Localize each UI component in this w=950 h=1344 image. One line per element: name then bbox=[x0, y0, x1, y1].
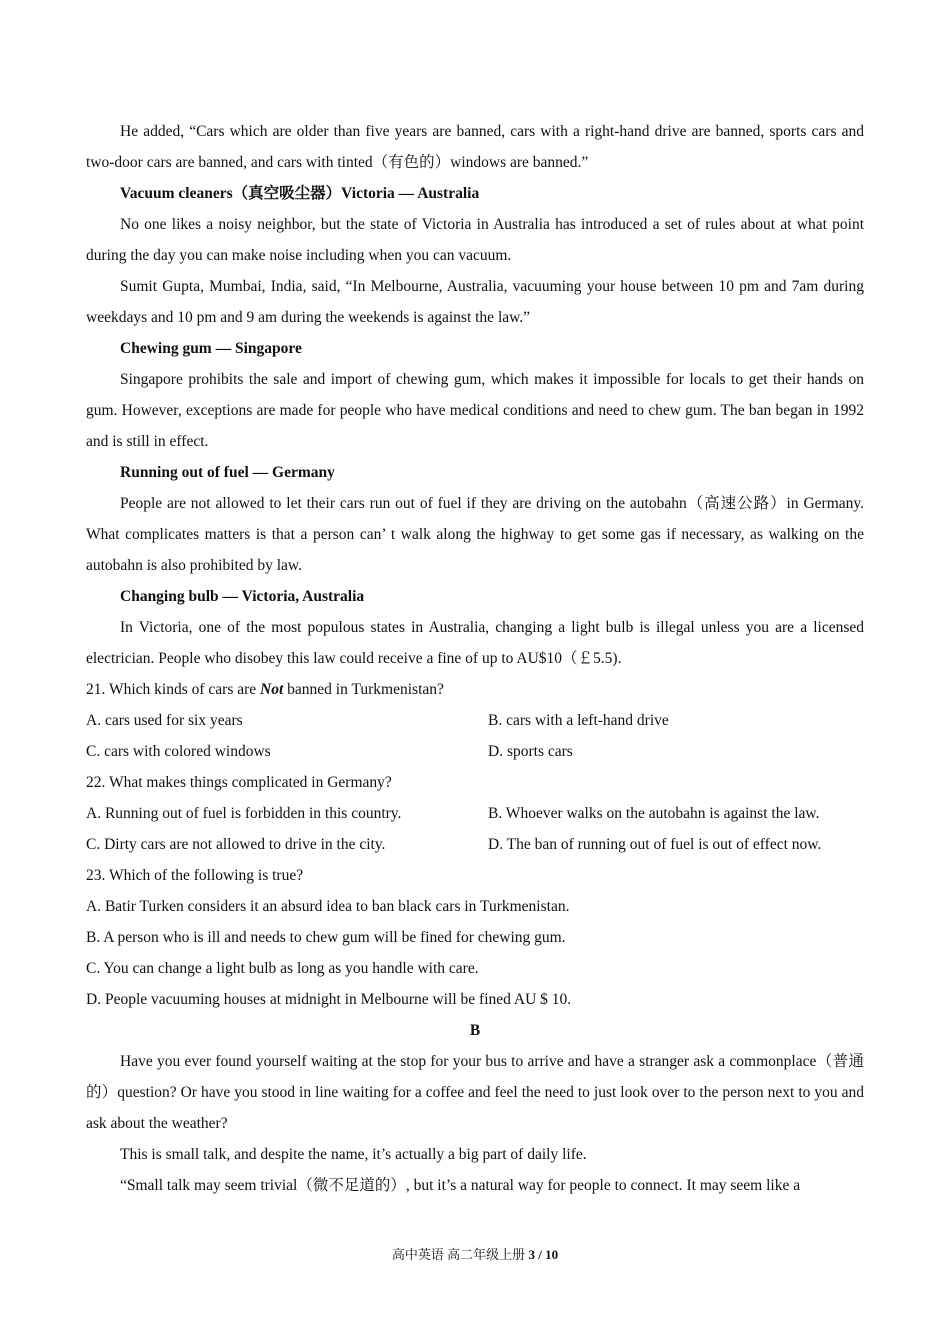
paragraph-added: He added, “Cars which are older than five years are banned, cars with a right-hand drive are banned, sports cars and two-door cars are banned, and cars with tinted（有色的）windows are banned.” bbox=[86, 123, 864, 171]
q21-stem-post: banned in Turkmenistan? bbox=[283, 681, 444, 698]
section-b-paragraph-1: Have you ever found yourself waiting at the stop for your bus to arrive and have a stranger ask a commonplace（普通的）question? Or have you stood in line waiting for a coffee and feel the need to just look over to the person next to you and ask about the weather? bbox=[86, 1053, 864, 1132]
question-21-stem bbox=[86, 674, 864, 705]
q21-option-a: A. cars used for six years bbox=[86, 712, 243, 729]
paragraph-bulb: In Victoria, one of the most populous states in Australia, changing a light bulb is illegal unless you are a licensed electrician. People who disobey this law could receive a fine of up to AU$10（￡5.5). bbox=[86, 619, 864, 667]
q23-option-c: C. You can change a light bulb as long as you handle with care. bbox=[86, 960, 479, 977]
q22-option-d: D. The ban of running out of fuel is out of effect now. bbox=[488, 836, 822, 853]
paragraph-vacuum-2: Sumit Gupta, Mumbai, India, said, “In Melbourne, Australia, vacuuming your house between 10 pm and 7am during weekdays and 10 pm and 9 am during the weekends is against the law.” bbox=[86, 278, 864, 326]
q23-option-d: D. People vacuuming houses at midnight in Melbourne will be fined AU $ 10. bbox=[86, 991, 572, 1008]
q21-stem-pre: 21. Which kinds of cars are bbox=[86, 681, 261, 698]
paragraph-fuel: People are not allowed to let their cars run out of fuel if they are driving on the autobahn（高速公路）in Germany. What complicates matters is that a person can’ t walk along the highway to get some gas if necessary, as walking on the autobahn is also prohibited by law. bbox=[86, 495, 864, 574]
q23-option-b: B. A person who is ill and needs to chew gum will be fined for chewing gum. bbox=[86, 929, 566, 946]
heading-gum: Chewing gum — Singapore bbox=[120, 340, 302, 357]
paragraph-vacuum-1: No one likes a noisy neighbor, but the state of Victoria in Australia has introduced a set of rules about at what point during the day you can make noise including when you can vacuum. bbox=[86, 216, 864, 264]
q22-option-a: A. Running out of fuel is forbidden in this country. bbox=[86, 805, 402, 822]
heading-vacuum: Vacuum cleaners（真空吸尘器）Victoria — Australia bbox=[120, 185, 480, 202]
section-b-paragraph-3: “Small talk may seem trivial（微不足道的）, but it’s a natural way for people to connect. It may seem like a bbox=[120, 1177, 801, 1194]
section-b-label: B bbox=[469, 1022, 481, 1039]
q21-stem-emphasis: Not bbox=[260, 681, 284, 698]
question-23-stem: 23. Which of the following is true? bbox=[86, 867, 304, 884]
q21-option-b: B. cars with a left-hand drive bbox=[488, 712, 669, 729]
footer-page-number: 3 bbox=[528, 1247, 535, 1262]
question-22-stem: 22. What makes things complicated in Germany? bbox=[86, 774, 392, 791]
question-21-options-cd bbox=[86, 736, 864, 767]
q21-option-c: C. cars with colored windows bbox=[86, 743, 271, 760]
q22-option-c: C. Dirty cars are not allowed to drive in the city. bbox=[86, 836, 386, 853]
section-b-paragraph-2: This is small talk, and despite the name, it’s actually a big part of daily life. bbox=[120, 1146, 587, 1163]
footer-page-total: 10 bbox=[545, 1247, 559, 1262]
heading-bulb: Changing bulb — Victoria, Australia bbox=[120, 588, 365, 605]
question-22-options-ab bbox=[86, 798, 864, 829]
q21-option-d: D. sports cars bbox=[488, 743, 573, 760]
paragraph-gum: Singapore prohibits the sale and import of chewing gum, which makes it impossible for locals to get their hands on gum. However, exceptions are made for people who have medical conditions and need to chew gum. The ban began in 1992 and is still in effect. bbox=[86, 371, 864, 450]
question-22-options-cd bbox=[86, 829, 864, 860]
heading-fuel: Running out of fuel — Germany bbox=[120, 464, 335, 481]
q22-option-b: B. Whoever walks on the autobahn is against the law. bbox=[488, 805, 820, 822]
footer-subject: 高中英语 高二年级上册 bbox=[391, 1247, 529, 1262]
page-footer bbox=[0, 1245, 950, 1265]
footer-separator: / bbox=[534, 1247, 546, 1262]
question-21-options-ab bbox=[86, 705, 864, 736]
q23-option-a: A. Batir Turken considers it an absurd idea to ban black cars in Turkmenistan. bbox=[86, 898, 570, 915]
document-body bbox=[86, 116, 864, 1201]
